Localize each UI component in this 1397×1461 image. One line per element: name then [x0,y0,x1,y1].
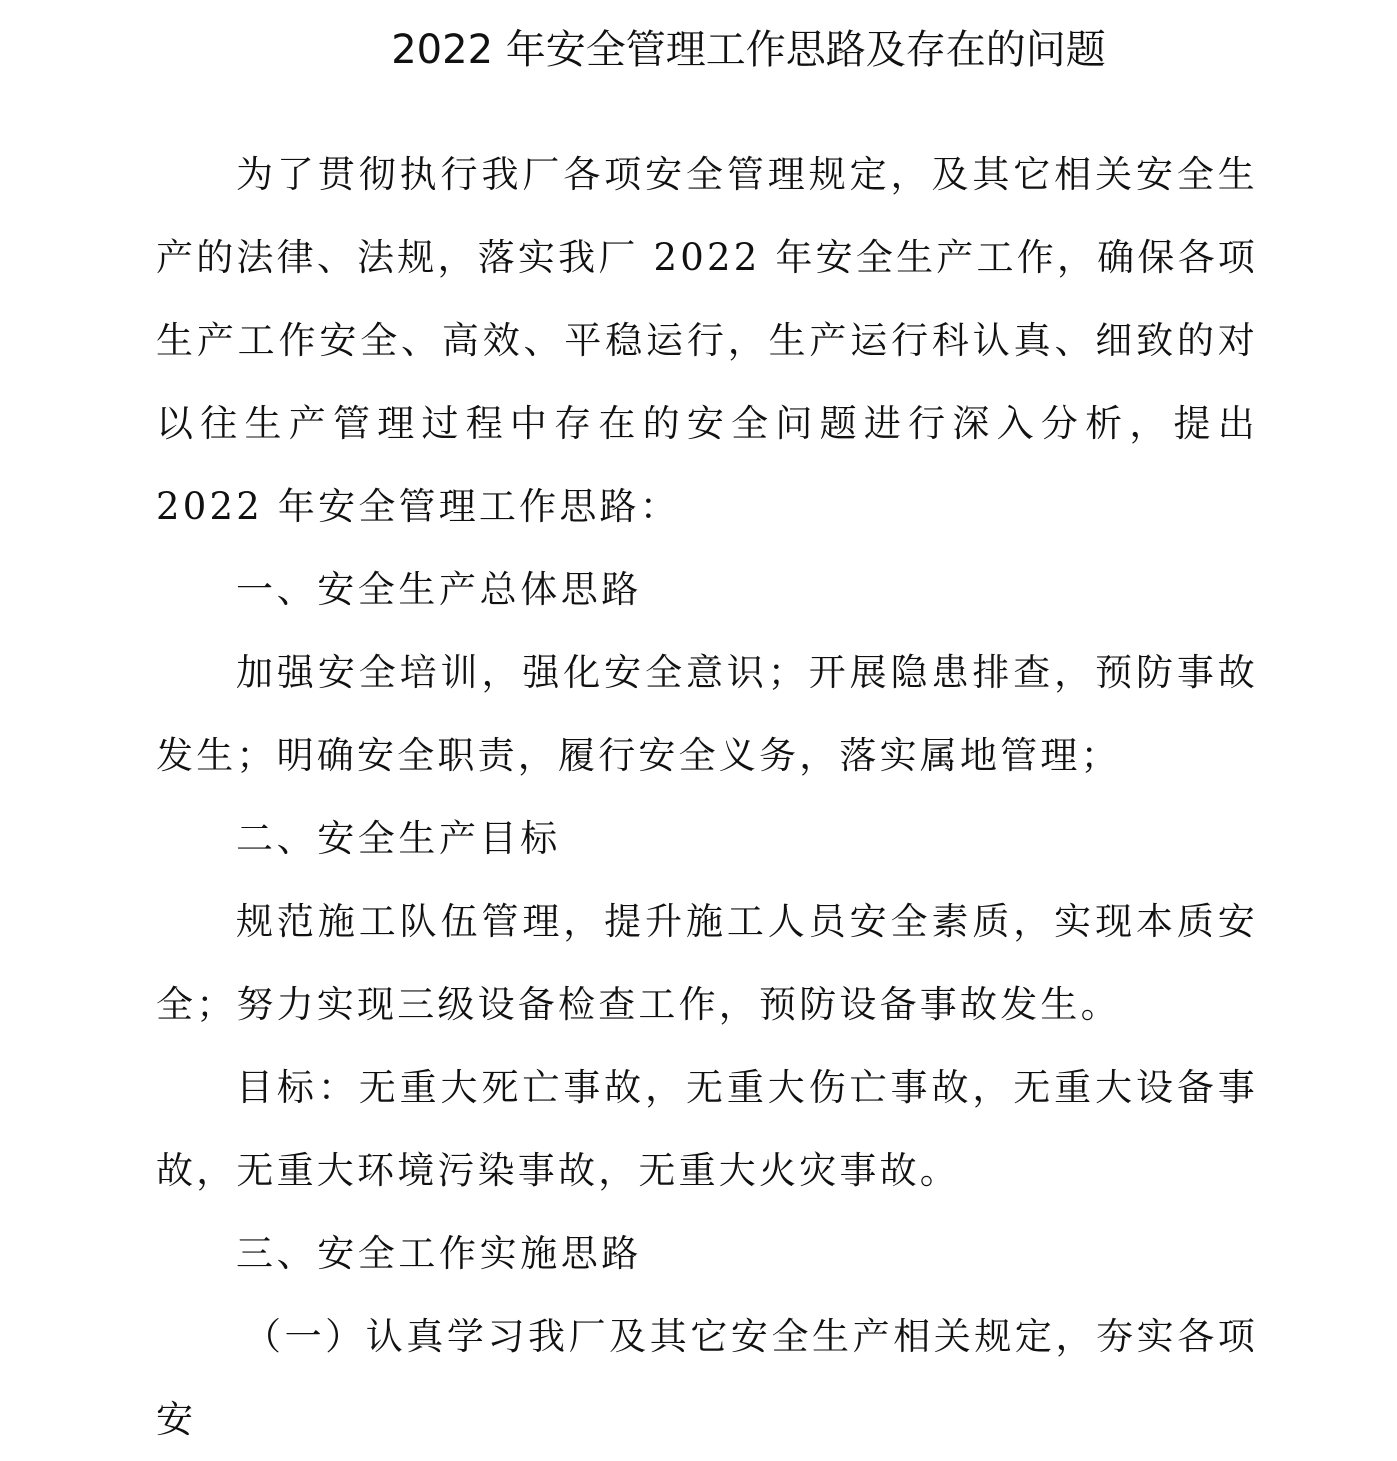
intro-paragraph: 为了贯彻执行我厂各项安全管理规定，及其它相关安全生产的法律、法规，落实我厂 2022 年安全生产工作，确保各项生产工作安全、高效、平稳运行，生产运行科认真、细致的对以往生产管理过程中存在的安全问题进行深入分析，提出 2022 年安全管理工作思路： [156,153,1258,528]
section-heading-1: 一、安全生产总体思路 [236,568,642,611]
section-2-paragraph: 规范施工队伍管理，提升施工人员安全素质，实现本质安全；努力实现三级设备检查工作，预防设备事故发生。 [156,900,1258,1026]
section-heading-2: 二、安全生产目标 [236,817,561,860]
subsection-1-paragraph: （一）认真学习我厂及其它安全生产相关规定，夯实各项安 [156,1315,1258,1441]
document-title: 2022 年安全管理工作思路及存在的问题 [391,27,1106,73]
document-body [156,133,1258,1461]
targets-paragraph: 目标：无重大死亡事故，无重大伤亡事故，无重大设备事故，无重大环境污染事故，无重大火灾事故。 [156,1066,1258,1192]
section-1-paragraph: 加强安全培训，强化安全意识；开展隐患排查，预防事故发生；明确安全职责，履行安全义务，落实属地管理； [156,651,1258,777]
section-heading-3: 三、安全工作实施思路 [236,1232,642,1275]
